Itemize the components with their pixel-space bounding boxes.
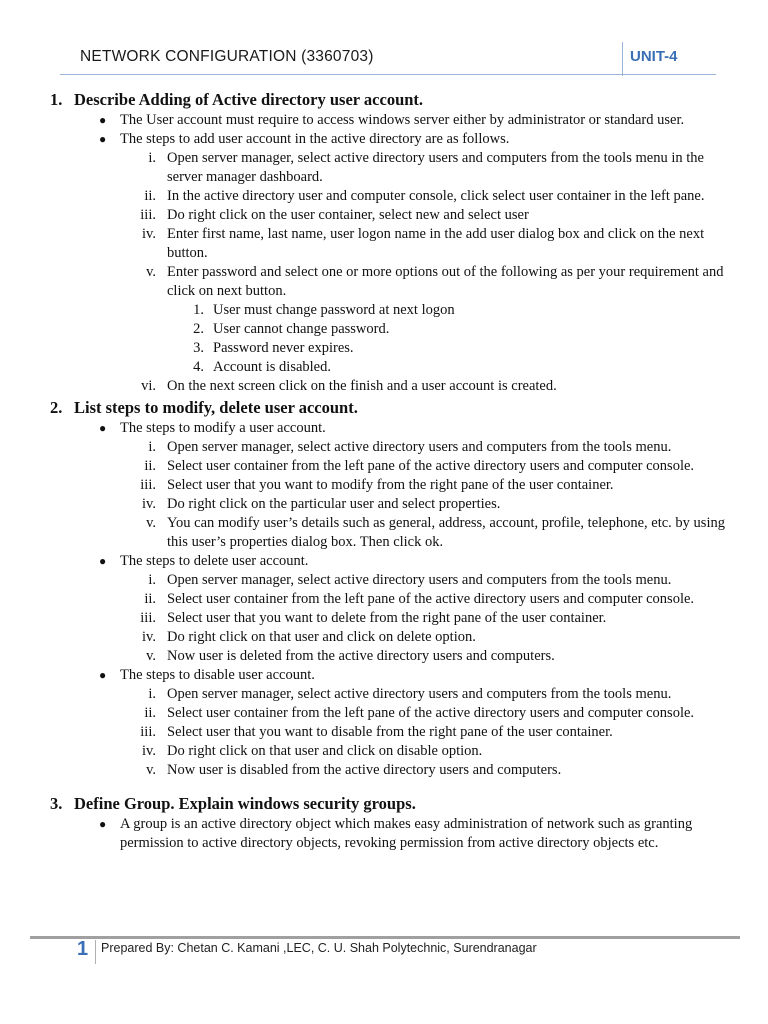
question-heading: [0, 88, 768, 111]
step-item: [0, 514, 768, 552]
step-number: i.: [148, 572, 156, 588]
item-text: Open server manager, select active directory users and computers from the tools menu.: [167, 439, 672, 455]
document-body: [0, 88, 768, 853]
step-number: iii.: [140, 207, 156, 223]
bullet-icon: ●: [99, 421, 107, 435]
bullet-icon: ●: [99, 668, 107, 682]
step-number: v.: [146, 264, 156, 280]
step-number: iii.: [140, 610, 156, 626]
header-title: NETWORK CONFIGURATION (3360703): [80, 48, 374, 65]
header-rule: [60, 74, 716, 75]
item-text: Select user container from the left pane of the active directory users and computer console.: [167, 591, 695, 607]
step-item: [0, 187, 768, 206]
question-number: 2.: [50, 398, 63, 417]
sub-item: [0, 339, 768, 358]
step-item: [0, 590, 768, 609]
step-item: [0, 476, 768, 495]
item-text: Select user container from the left pane of the active directory users and computer console.: [167, 458, 695, 474]
bullet-icon: ●: [99, 113, 107, 127]
step-item: [0, 225, 768, 263]
item-text: Account is disabled.: [213, 359, 331, 375]
item-text: Password never expires.: [213, 340, 354, 356]
step-item: [0, 704, 768, 723]
sub-number: 4.: [193, 359, 204, 375]
item-text: Select user container from the left pane of the active directory users and computer console.: [167, 705, 695, 721]
step-item: [0, 761, 768, 780]
step-number: ii.: [144, 188, 156, 204]
sub-item: [0, 301, 768, 320]
item-text: User cannot change password.: [213, 321, 390, 337]
bullet-item: [0, 552, 768, 571]
question-title: List steps to modify, delete user account.: [74, 398, 358, 417]
item-text: Do right click on that user and click on disable option.: [167, 743, 483, 759]
item-text: Do right click on the user container, select new and select user: [167, 207, 529, 223]
sub-item: [0, 320, 768, 339]
step-number: ii.: [144, 591, 156, 607]
item-text: Now user is disabled from the active directory users and computers.: [167, 762, 562, 778]
step-number: ii.: [144, 705, 156, 721]
bullet-icon: ●: [99, 554, 107, 568]
item-text: The User account must require to access windows server either by administrator or standard user.: [120, 112, 685, 128]
step-item: [0, 647, 768, 666]
item-text: Enter first name, last name, user logon name in the add user dialog box and click on the next button.: [167, 226, 705, 261]
footer-credit: Prepared By: Chetan C. Kamani ,LEC, C. U. Shah Polytechnic, Surendranagar: [101, 941, 537, 955]
bullet-item: [0, 111, 768, 130]
step-number: ii.: [144, 458, 156, 474]
step-number: iv.: [142, 629, 156, 645]
section-gap: [0, 780, 768, 792]
step-item: [0, 457, 768, 476]
step-item: [0, 685, 768, 704]
item-text: The steps to add user account in the active directory are as follows.: [120, 131, 510, 147]
step-number: v.: [146, 515, 156, 531]
step-number: iii.: [140, 477, 156, 493]
sub-number: 2.: [193, 321, 204, 337]
item-text: In the active directory user and computer console, click select user container in the left pane.: [167, 188, 705, 204]
step-number: i.: [148, 150, 156, 166]
step-number: iv.: [142, 496, 156, 512]
step-number: iv.: [142, 226, 156, 242]
question-heading: [0, 396, 768, 419]
step-number: v.: [146, 762, 156, 778]
sub-number: 1.: [193, 302, 204, 318]
item-text: Open server manager, select active directory users and computers from the tools menu.: [167, 572, 672, 588]
header-unit: UNIT-4: [630, 48, 678, 65]
bullet-item: [0, 666, 768, 685]
step-item: [0, 438, 768, 457]
item-text: On the next screen click on the finish and a user account is created.: [167, 378, 557, 394]
footer-divider: [95, 940, 96, 964]
question-heading: [0, 792, 768, 815]
question-number: 3.: [50, 794, 63, 813]
question-title: Define Group. Explain windows security groups.: [74, 794, 416, 813]
item-text: A group is an active directory object which makes easy administration of network such as granting permission to active directory objects, revoking permission from active directory objects etc.: [120, 816, 693, 851]
bullet-item: [0, 815, 768, 853]
question-number: 1.: [50, 90, 63, 109]
step-number: i.: [148, 439, 156, 455]
item-text: Select user that you want to disable from the right pane of the user container.: [167, 724, 613, 740]
item-text: Do right click on the particular user and select properties.: [167, 496, 501, 512]
bullet-item: [0, 419, 768, 438]
item-text: Enter password and select one or more options out of the following as per your requirement and click on next button.: [167, 264, 724, 299]
item-text: The steps to modify a user account.: [120, 420, 326, 436]
item-text: Now user is deleted from the active directory users and computers.: [167, 648, 555, 664]
bullet-item: [0, 130, 768, 149]
step-number: i.: [148, 686, 156, 702]
step-item: [0, 628, 768, 647]
question-title: Describe Adding of Active directory user account.: [74, 90, 424, 109]
step-item: [0, 495, 768, 514]
bullet-icon: ●: [99, 817, 107, 831]
step-item: [0, 263, 768, 301]
step-item: [0, 609, 768, 628]
sub-item: [0, 358, 768, 377]
step-item: [0, 571, 768, 590]
footer-rule: [30, 936, 740, 939]
page-number: 1: [77, 938, 89, 960]
item-text: Do right click on that user and click on delete option.: [167, 629, 476, 645]
step-item: [0, 206, 768, 225]
bullet-icon: ●: [99, 132, 107, 146]
step-number: v.: [146, 648, 156, 664]
step-item: [0, 723, 768, 742]
step-number: iv.: [142, 743, 156, 759]
item-text: You can modify user’s details such as general, address, account, profile, telephone, etc. by using this user’s properties dialog box. Then click ok.: [167, 515, 725, 550]
item-text: Open server manager, select active directory users and computers from the tools menu in the server manager dashboard.: [167, 150, 704, 185]
step-item: [0, 742, 768, 761]
item-text: The steps to disable user account.: [120, 667, 315, 683]
item-text: Select user that you want to delete from the right pane of the user container.: [167, 610, 607, 626]
step-item: [0, 149, 768, 187]
step-number: iii.: [140, 724, 156, 740]
item-text: The steps to delete user account.: [120, 553, 309, 569]
item-text: Select user that you want to modify from the right pane of the user container.: [167, 477, 614, 493]
header-divider: [622, 42, 623, 76]
step-item: [0, 377, 768, 396]
sub-number: 3.: [193, 340, 204, 356]
step-number: vi.: [141, 378, 156, 394]
item-text: User must change password at next logon: [213, 302, 455, 318]
item-text: Open server manager, select active directory users and computers from the tools menu.: [167, 686, 672, 702]
